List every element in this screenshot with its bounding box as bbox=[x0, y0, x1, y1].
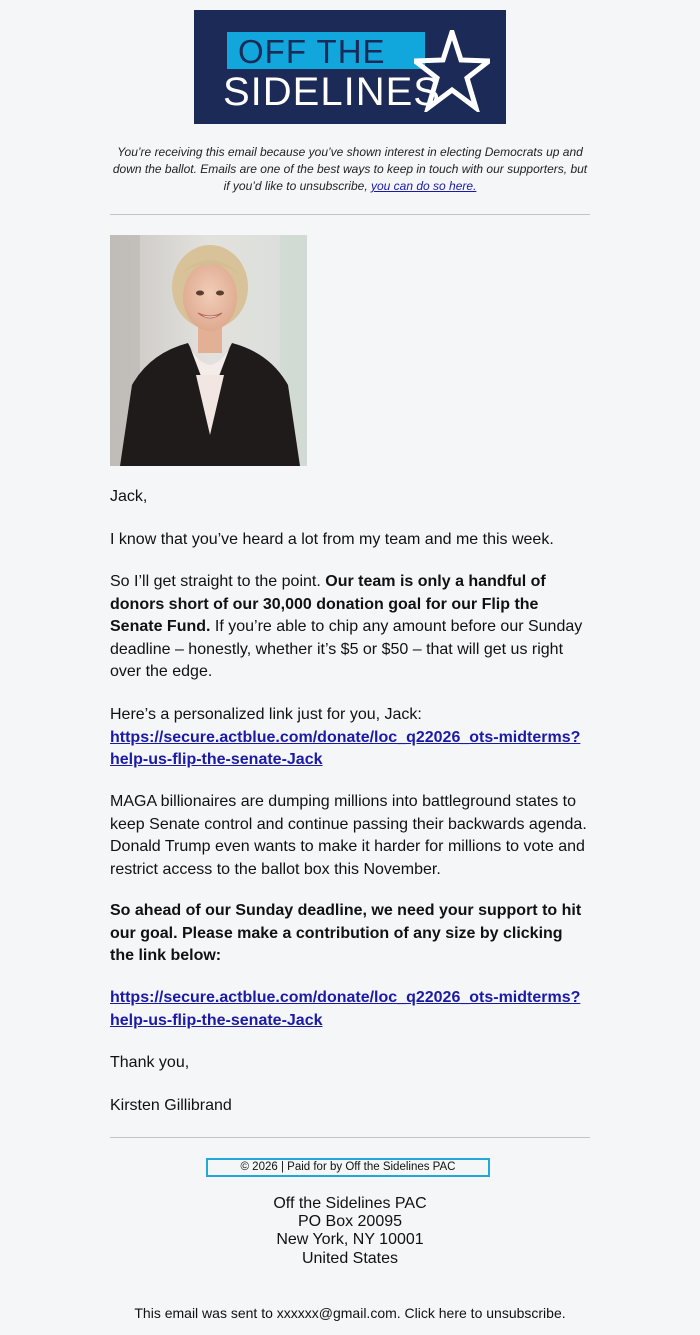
disclaimer-text: You’re receiving this email because you’ve shown interest in electing Democrats up and down the ballot. Emails are one of the best ways to keep in touch with our supporters, but if you’d like to unsubscribe, bbox=[112, 145, 588, 193]
donate-link-2[interactable]: https://secure.actblue.com/donate/loc_q22026_ots-midterms?help-us-flip-the-senate-Jack bbox=[110, 989, 581, 1029]
paragraph-2-intro: So I’ll get straight to the point. bbox=[110, 573, 321, 590]
portrait-photo bbox=[110, 235, 307, 466]
logo-line-2: SIDELINES bbox=[223, 70, 441, 114]
address-line: Off the Sidelines PAC bbox=[273, 1195, 427, 1212]
address-line: United States bbox=[301, 1249, 399, 1267]
donate-link-2-wrap bbox=[110, 987, 590, 1032]
footer-unsubscribe-note[interactable]: This email was sent to xxxxxx@gmail.com. Click here to unsubscribe. bbox=[134, 1305, 566, 1321]
star-icon bbox=[414, 30, 490, 112]
unsubscribe-link[interactable]: you can do so here. bbox=[371, 179, 477, 193]
subscription-disclaimer bbox=[110, 144, 590, 195]
message-greeting: Jack, bbox=[110, 488, 148, 505]
signature: Kirsten Gillibrand bbox=[110, 1097, 232, 1114]
divider-top bbox=[110, 214, 590, 215]
address-line: PO Box 20095 bbox=[297, 1213, 403, 1231]
paragraph-3-intro: Here’s a personalized link just for you, Jack: bbox=[110, 706, 422, 723]
paragraph-4: MAGA billionaires are dumping millions into battleground states to keep Senate control and continue passing their backwards agenda. Donald Trump even wants to make it harder for millions to vote and restrict access to the ballot box this November. bbox=[110, 793, 587, 878]
paragraph-5 bbox=[110, 900, 590, 968]
paragraph-1: I know that you’ve heard a lot from my team and me this week. bbox=[110, 531, 554, 548]
divider-bottom bbox=[110, 1137, 590, 1138]
paragraph-2-bold: Our team is only a handful of donors short of our 30,000 donation goal for our Flip the Senate Fund. bbox=[110, 573, 546, 635]
address-line: New York, NY 10001 bbox=[276, 1231, 424, 1249]
paragraph-2-rest: If you’re able to chip any amount before our Sunday deadline – honestly, whether it’s $5 or $50 – that will get us right over the edge. bbox=[110, 618, 583, 680]
paragraph-2 bbox=[110, 571, 590, 684]
brand-logo bbox=[194, 10, 506, 124]
paragraph-3 bbox=[110, 704, 590, 772]
paragraph-5-bold: So ahead of our Sunday deadline, we need your support to hit our goal. Please make a contribution of any size by clicking the link below: bbox=[110, 902, 582, 964]
paid-for-box: © 2026 | Paid for by Off the Sidelines PAC bbox=[206, 1158, 490, 1177]
closing: Thank you, bbox=[110, 1054, 190, 1071]
donate-link-1[interactable]: https://secure.actblue.com/donate/loc_q22026_ots-midterms?help-us-flip-the-senate-Jack bbox=[110, 728, 581, 768]
mailing-address bbox=[150, 1195, 550, 1268]
logo-line-1: OFF THE bbox=[238, 33, 386, 70]
